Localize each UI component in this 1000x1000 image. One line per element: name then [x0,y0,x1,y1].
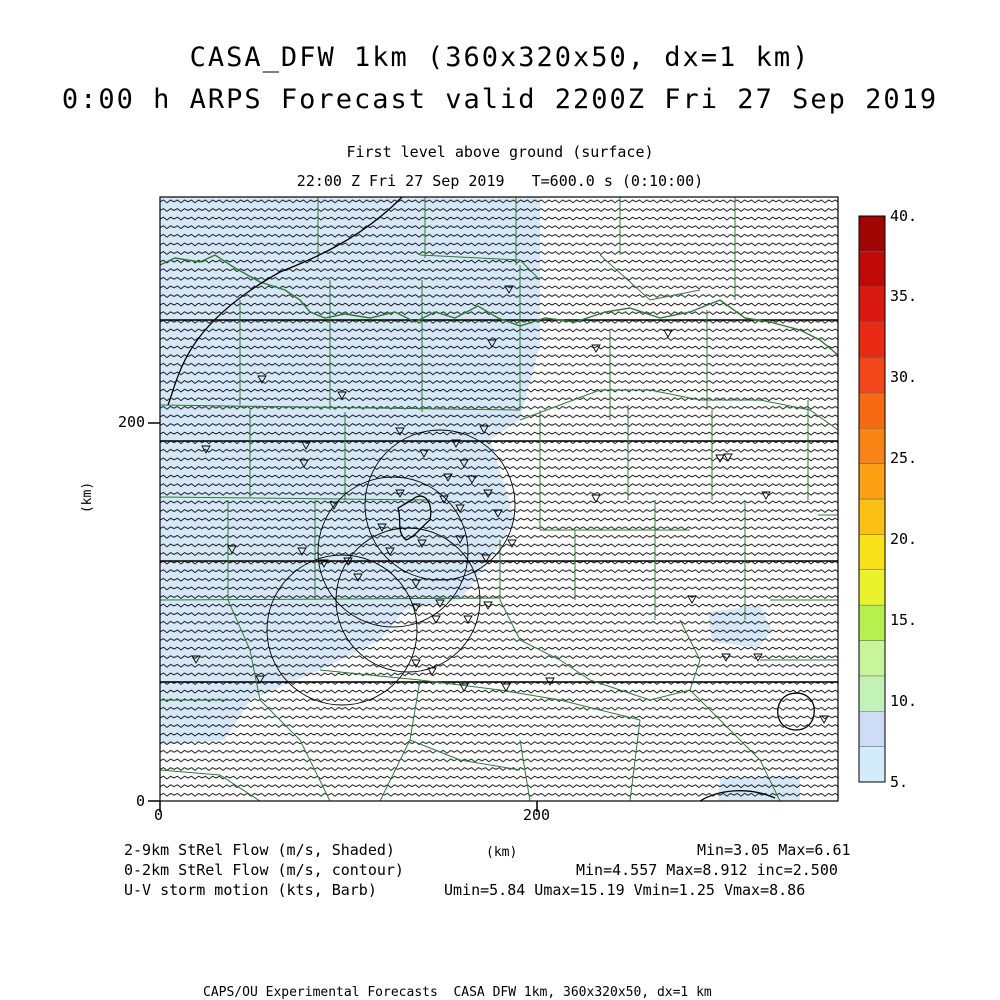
colorbar-segment [859,358,885,393]
y-tick-0: 0 [136,792,146,810]
barb-field [160,197,838,801]
colorbar-label-20: 20. [890,530,918,548]
colorbar-segment [859,499,885,534]
colorbar-segment [859,428,885,463]
subtitle-time: 22:00 Z Fri 27 Sep 2019 T=600.0 s (0:10:00) [296,172,704,190]
colorbar-label-10: 10. [890,692,918,710]
colorbar-segment [859,393,885,428]
colorbar [859,216,885,782]
colorbar-label-35: 35. [890,287,918,305]
footer-credit: CAPS/OU Experimental Forecasts CASA DFW 1km, 360x320x50, dx=1 km [203,985,712,1000]
colorbar-segment [859,676,885,711]
title-line2: 0:00 h ARPS Forecast valid 2200Z Fri 27 Sep 2019 [61,84,939,115]
legend-shaded-field: 2-9km StRel Flow (m/s, Shaded) [124,841,395,859]
colorbar-label-15: 15. [890,611,918,629]
colorbar-segment [859,464,885,499]
barb-min-max: Umin=5.84 Umax=15.19 Vmin=1.25 Vmax=8.86 [444,881,806,899]
x-axis-unit: (km) [486,845,518,860]
colorbar-segment [859,534,885,569]
legend-barb-field: U-V storm motion (kts, Barb) [124,881,377,899]
colorbar-label-5: 5. [890,773,909,791]
colorbar-segment [859,287,885,322]
colorbar-segment [859,605,885,640]
subtitle-level: First level above ground (surface) [346,143,654,161]
y-tick-200: 200 [118,413,146,431]
x-tick-0: 0 [154,806,164,824]
colorbar-label-40: 40. [890,207,918,225]
colorbar-segment [859,641,885,676]
colorbar-label-30: 30. [890,368,918,386]
y-axis-unit: (km) [80,481,96,514]
shaded-min-max: Min=3.05 Max=6.61 [697,841,851,859]
colorbar-segment [859,216,885,251]
x-tick-200: 200 [523,806,551,824]
colorbar-segment [859,570,885,605]
colorbar-segment [859,251,885,286]
colorbar-segment [859,711,885,746]
contour-min-max: Min=4.557 Max=8.912 inc=2.500 [576,861,838,879]
colorbar-label-25: 25. [890,449,918,467]
colorbar-segment [859,747,885,782]
legend-contour-field: 0-2km StRel Flow (m/s, contour) [124,861,404,879]
colorbar-segment [859,322,885,357]
title-line1: CASA_DFW 1km (360x320x50, dx=1 km) [189,42,811,73]
